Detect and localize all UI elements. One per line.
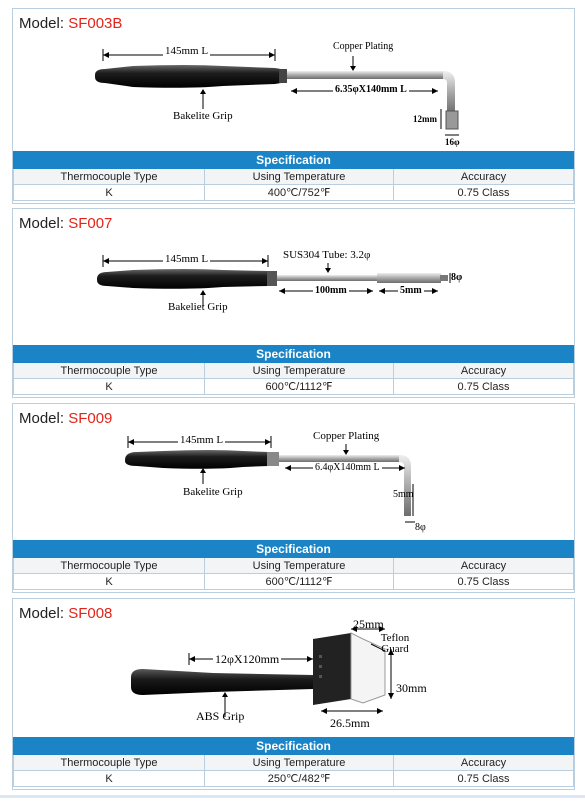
dim-width: 25mm [353, 617, 384, 631]
dim-length: 145mm L [180, 434, 224, 446]
spec-table [13, 737, 574, 787]
spec-table [13, 151, 574, 201]
col-type: Thermocouple Type [14, 363, 205, 379]
label-grip: ABS Grip [196, 709, 245, 723]
cell-temperature: 250℃/482℉ [205, 771, 394, 787]
dim-tip: 8φ [451, 272, 463, 283]
probe-grip [95, 65, 281, 88]
col-accuracy: Accuracy [394, 755, 574, 771]
cell-type: K [14, 185, 205, 201]
cell-accuracy: 0.75 Class [394, 574, 574, 590]
dim-segment-2: 5mm [400, 285, 422, 296]
probe-head [313, 633, 351, 705]
cell-accuracy: 0.75 Class [394, 185, 574, 201]
page-bottom-divider [0, 795, 585, 798]
col-temperature: Using Temperature [205, 558, 394, 574]
probe-tube [287, 71, 443, 79]
cell-temperature: 600℃/1112℉ [205, 379, 394, 395]
table-row [14, 185, 574, 201]
probe-shaft [131, 669, 313, 695]
label-grip: Bakelite Grip [183, 486, 243, 498]
probe-tip [377, 273, 441, 283]
col-temperature: Using Temperature [205, 755, 394, 771]
dim-height: 30mm [396, 681, 427, 695]
model-prefix: Model: [19, 410, 69, 427]
col-type: Thermocouple Type [14, 558, 205, 574]
spec-title: Specification [14, 346, 574, 363]
cell-type: K [14, 771, 205, 787]
probe-diagram [13, 9, 575, 149]
probe-collar [279, 69, 287, 83]
table-row [14, 771, 574, 787]
model-code: SF009 [68, 410, 113, 427]
probe-grip [125, 450, 268, 469]
label-grip: Bakeliet Grip [168, 301, 228, 313]
label-plating: Copper Plating [333, 41, 394, 52]
probe-bend [443, 71, 455, 113]
dim-segment-1: 100mm [315, 285, 347, 296]
spec-title: Specification [14, 152, 574, 169]
probe-bend [399, 455, 411, 516]
cell-temperature: 400℃/752℉ [205, 185, 394, 201]
model-prefix: Model: [19, 605, 69, 622]
spec-table [13, 540, 574, 590]
probe-diagram [13, 404, 575, 544]
model-code: SF003B [68, 15, 123, 32]
dim-tube: 6.4φX140mm L [315, 462, 380, 473]
col-type: Thermocouple Type [14, 755, 205, 771]
spec-title: Specification [14, 541, 574, 558]
spec-title: Specification [14, 738, 574, 755]
model-prefix: Model: [19, 215, 69, 232]
model-prefix: Model: [19, 15, 69, 32]
dim-length: 145mm L [165, 45, 209, 57]
label-grip: Bakelite Grip [173, 110, 233, 122]
spec-table [13, 345, 574, 395]
col-type: Thermocouple Type [14, 169, 205, 185]
probe-diagram [13, 209, 575, 344]
probe-grip [97, 269, 268, 289]
dim-height: 5mm [393, 489, 414, 500]
col-accuracy: Accuracy [394, 169, 574, 185]
model-code: SF008 [68, 605, 113, 622]
col-accuracy: Accuracy [394, 363, 574, 379]
table-row [14, 379, 574, 395]
probe-diagram [13, 599, 575, 739]
cell-temperature: 600℃/1112℉ [205, 574, 394, 590]
col-temperature: Using Temperature [205, 363, 394, 379]
probe-collar [267, 452, 279, 466]
product-panel-sf008 [12, 598, 575, 790]
probe-collar [267, 271, 277, 286]
dim-base: 26.5mm [330, 716, 370, 730]
dim-tube: 6.35φX140mm L [335, 84, 407, 95]
table-row [14, 574, 574, 590]
probe-tube [279, 455, 399, 462]
dim-tip: 8φ [415, 522, 426, 533]
cell-accuracy: 0.75 Class [394, 771, 574, 787]
model-code: SF007 [68, 215, 113, 232]
label-plating: Copper Plating [313, 430, 380, 442]
col-temperature: Using Temperature [205, 169, 394, 185]
probe-tube [277, 275, 377, 281]
product-panel-sf007 [12, 208, 575, 398]
probe-tip [446, 111, 458, 129]
cell-type: K [14, 379, 205, 395]
product-panel-sf003b [12, 8, 575, 204]
product-panel-sf009 [12, 403, 575, 593]
cell-type: K [14, 574, 205, 590]
label-tube: SUS304 Tube: 3.2φ [283, 249, 371, 261]
dim-tip: 16φ [445, 137, 460, 147]
label-guard: Teflon Guard [380, 632, 410, 655]
col-accuracy: Accuracy [394, 558, 574, 574]
dim-length: 145mm L [165, 253, 209, 265]
dim-shaft: 12φX120mm [215, 652, 280, 666]
dim-height: 12mm [413, 114, 437, 124]
cell-accuracy: 0.75 Class [394, 379, 574, 395]
